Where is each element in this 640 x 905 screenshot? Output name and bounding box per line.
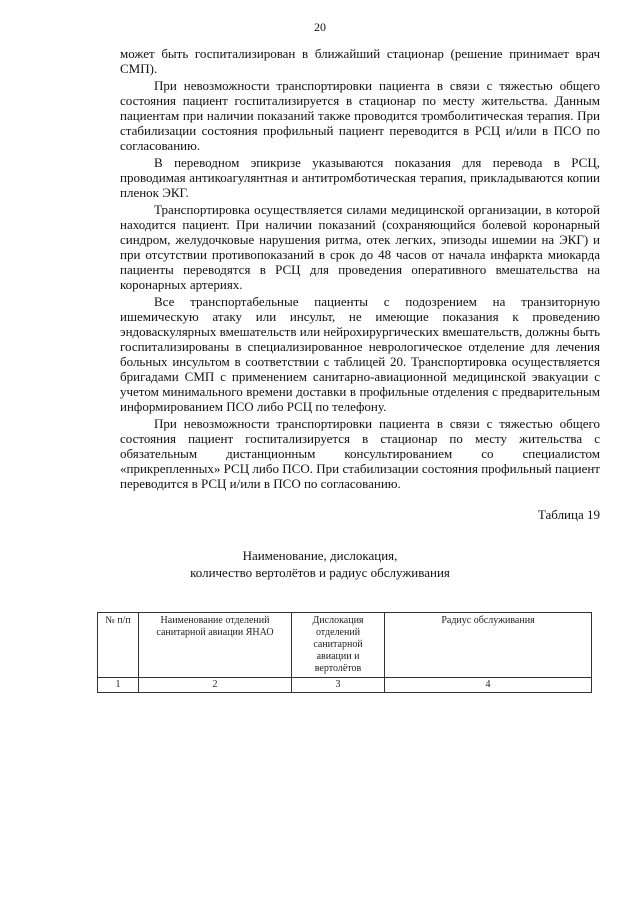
paragraph-2: При невозможности транспортировки пациента в связи с тяжестью общего состояния пациент госпитализируется в стационар по месту жительства. Данным пациентам при наличии показаний также проводится тромболитическая терапия. При стабилизации состояния профильный пациент переводится в РСЦ и/или в ПСО по согласованию.: [120, 78, 600, 153]
cell-col-2: 2: [139, 678, 292, 693]
header-service-radius: Радиус обслуживания: [385, 613, 592, 678]
table-title: [0, 547, 640, 581]
header-number: № п/п: [98, 613, 139, 678]
paragraph-5: Все транспортабельные пациенты с подозрением на транзиторную ишемическую атаку или инсульт, не имеющие показания к проведению эндоваскулярных вмешательств или нейрохирургических вмешательств, должны быть госпитализированы в специализированное неврологическое отделение для лечения больных инсультом в соответствии с таблицей 20. Транспортировка осуществляется бригадами СМП с применением санитарно-авиационной медицинской эвакуации с учетом минимального времени доставки в профильные отделения с предварительным информированием ПСО либо РСЦ по телефону.: [120, 294, 600, 414]
table-title-line-2: количество вертолётов и радиус обслуживания: [190, 565, 450, 580]
header-dislocation: Дислокация отделений санитарной авиации и вертолётов: [292, 613, 385, 678]
paragraph-1: может быть госпитализирован в ближайший стационар (решение принимает врач СМП).: [120, 46, 600, 76]
paragraph-4: Транспортировка осуществляется силами медицинской организации, в которой находится пациент. При наличии показаний (сохраняющийся болевой коронарный синдром, желудочковые нарушения ритма, отек легких, эпизоды ишемии на ЭКГ) и при отсутствии противопоказаний в срок до 48 часов от начала инфаркта миокарда пациенты переводятся в РСЦ для проведения оперативного вмешательства на коронарных артериях.: [120, 202, 600, 292]
paragraph-6: При невозможности транспортировки пациента в связи с тяжестью общего состояния пациент госпитализируется в стационар по месту жительства с обязательным дистанционным консультированием со специалистом «прикрепленных» РСЦ либо ПСО. При стабилизации состояния профильный пациент переводится в РСЦ и/или в ПСО по согласованию.: [120, 416, 600, 491]
table-row: [98, 678, 592, 693]
cell-col-3: 3: [292, 678, 385, 693]
body-text: [120, 46, 600, 493]
page-number: 20: [314, 20, 326, 34]
paragraph-3: В переводном эпикризе указываются показания для перевода в РСЦ, проводимая антикоагулянтная и антитромботическая терапия, прикладываются копии пленок ЭКГ.: [120, 155, 600, 200]
table-caption: Таблица 19: [537, 507, 600, 522]
table-title-line-1: Наименование, дислокация,: [242, 548, 398, 563]
helicopter-table: [97, 612, 592, 693]
table-header-row: [98, 613, 592, 678]
cell-col-1: 1: [98, 678, 139, 693]
cell-col-4: 4: [385, 678, 592, 693]
header-department-name: Наименование отделений санитарной авиации ЯНАО: [139, 613, 292, 678]
